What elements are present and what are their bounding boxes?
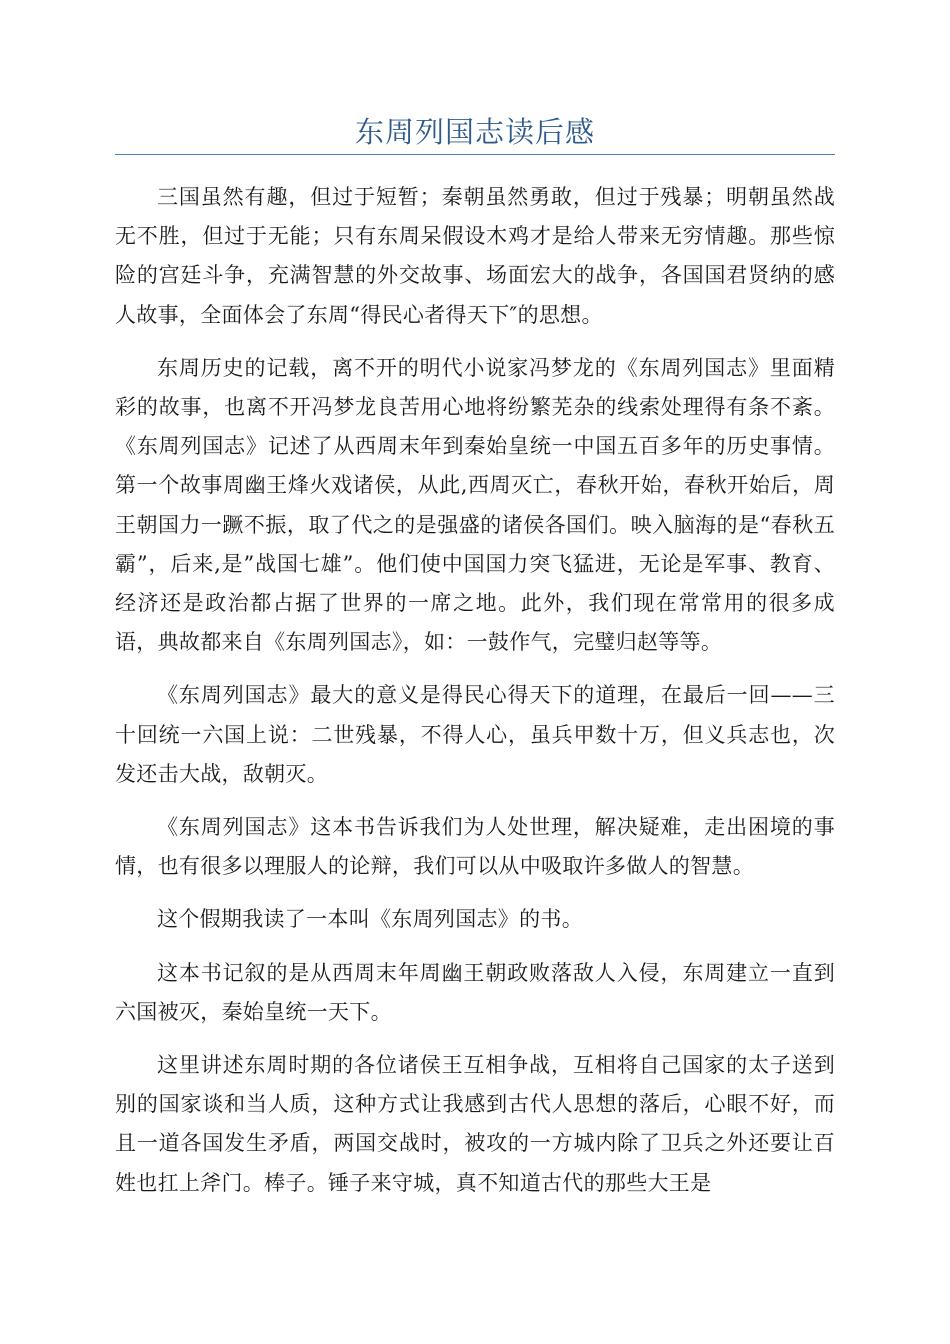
document-title: 东周列国志读后感	[354, 115, 595, 149]
paragraph-2: 东周历史的记载，离不开的明代小说家冯梦龙的《东周列国志》里面精彩的故事，也离不开冯梦龙良苦用心地将纷繁芜杂的线索处理得有条不紊。《东周列国志》记述了从西周末年到秦始皇统一中国五百多年的历史事情。第一个故事周幽王烽火戏诸侯，从此,西周灭亡，春秋开始，春秋开始后，周王朝国力一蹶不振，取了代之的是强盛的诸侯各国们。映入脑海的是“春秋五霸”，后来,是”战国七雄”。他们使中国国力突飞猛进，无论是军事、教育、经济还是政治都占据了世界的一席之地。此外，我们现在常常用的很多成语，典故都来自《东周列国志》，如：一鼓作气，完璧归赵等等。	[115, 355, 835, 655]
paragraph-1: 三国虽然有趣，但过于短暂；秦朝虽然勇敢，但过于残暴；明朝虽然战无不胜，但过于无能；只有东周呆假设木鸡才是给人带来无穷情趣。那些惊险的宫廷斗争，充满智慧的外交故事、场面宏大的战争，各国国君贤纳的感人故事，全面体会了东周“得民心者得天下″的思想。	[115, 185, 835, 327]
document-body	[115, 178, 835, 1217]
paragraph-5: 这个假期我读了一本叫《东周列国志》的书。	[157, 907, 583, 932]
paragraph-6: 这本书记叙的是从西周末年周幽王朝政败落敌人入侵，东周建立一直到六国被灭，秦始皇统一天下。	[115, 960, 835, 1024]
paragraph-3: 《东周列国志》最大的意义是得民心得天下的道理，在最后一回——三十回统一六国上说：二世残暴，不得人心，虽兵甲数十万，但义兵志也，次发还击大战，敌朝灭。	[115, 683, 835, 786]
paragraph-7: 这里讲述东周时期的各位诸侯王互相争战，互相将自己国家的太子送到别的国家谈和当人质，这种方式让我感到古代人思想的落后，心眼不好，而且一道各国发生矛盾，两国交战时，被攻的一方城内除了卫兵之外还要让百姓也扛上斧门。棒子。锤子来守城，真不知道古代的那些大王是	[115, 1053, 835, 1195]
paragraph-4: 《东周列国志》这本书告诉我们为人处世理，解决疑难，走出困境的事情，也有很多以理服人的论辩，我们可以从中吸取许多做人的智慧。	[115, 815, 835, 879]
title-underline	[115, 154, 835, 155]
